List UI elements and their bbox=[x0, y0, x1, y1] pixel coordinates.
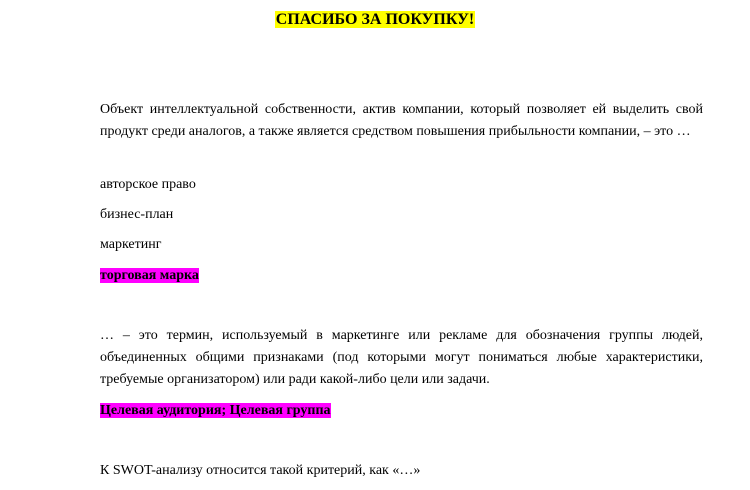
question-1-option-3: маркетинг bbox=[100, 237, 162, 252]
question-1-text: Объект интеллектуальной собственности, актив компании, который позволяет ей выделить свой продукт среди аналогов, а также является средством повышения прибыльности компании, – это … bbox=[100, 102, 703, 139]
question-2-correct-answer-highlight: Целевая аудитория; Целевая группа bbox=[100, 403, 331, 418]
question-2-correct-answer bbox=[100, 402, 331, 420]
page-title: СПАСИБО ЗА ПОКУПКУ! bbox=[275, 11, 475, 28]
question-1-correct-answer bbox=[100, 267, 199, 285]
question-2-text: … – это термин, используемый в маркетинге или рекламе для обозначения группы людей, объединенных общими признаками (под которыми могут пониматься любые характеристики, требуемые организатором) или ради какой-либо цели или задачи. bbox=[100, 328, 703, 387]
question-3-text: К SWOT-анализу относится такой критерий, как «…» bbox=[100, 463, 421, 478]
question-1-option-1: авторское право bbox=[100, 177, 196, 192]
title-line bbox=[0, 9, 750, 31]
question-1-option-2: бизнес-план bbox=[100, 207, 174, 222]
question-1-correct-answer-highlight: торговая марка bbox=[100, 268, 199, 283]
